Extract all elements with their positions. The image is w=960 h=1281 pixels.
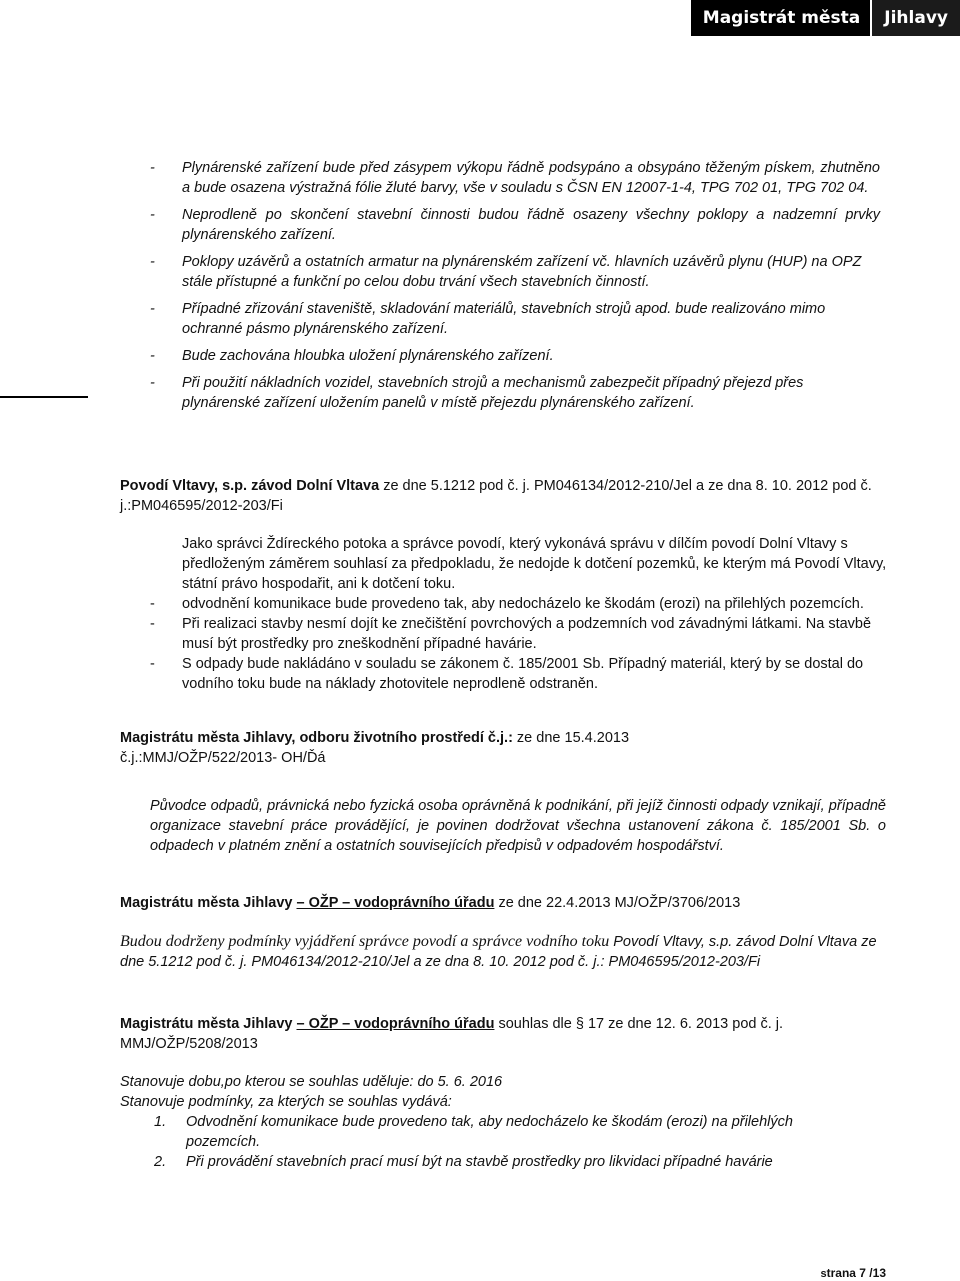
margin-rule	[0, 396, 88, 398]
header-title-part2: Jihlavy	[870, 0, 960, 36]
list-item: - Plynárenské zařízení bude před zásypem výkopu řádně podsypáno a obsypáno těženým pískem, zhutněno a bude osazena výstražná fólie žluté barvy, vše v souladu s ČSN EN 12007-1-4, TPG 702 01, TPG 702 04.	[150, 160, 880, 196]
povodi-section	[120, 534, 888, 694]
list-item: - S odpady bude nakládáno v souladu se zákonem č. 185/2001 Sb. Případný materiál, který by se dostal do vodního toku bude na náklady zhotovitele neprodleně odstraněn.	[150, 656, 864, 692]
list-item: - Případné zřizování staveniště, skladování materiálů, stavebních strojů apod. bude realizováno mimo ochranné pásmo plynárenského zařízení.	[150, 301, 826, 337]
page-number: strana 7 /13	[820, 1266, 886, 1280]
list-item: 2. Při provádění stavebních prací musí být na stavbě prostředky pro likvidaci případné havárie	[154, 1154, 773, 1170]
ozp-heading: Magistrátu města Jihlavy, odboru životního prostředí č.j.: ze dne 15.4.2013 č.j.:MMJ/OŽP/522/2013- OH/Ďá	[120, 730, 630, 766]
list-item: - Neprodleně po skončení stavební činnosti budou řádně osazeny všechny poklopy a nadzemní prvky plynárenského zařízení.	[150, 207, 880, 243]
list-item: - Při použití nákladních vozidel, stavebních strojů a mechanismů zabezpečit případný přejezd přes plynárenské zařízení uložením panelů v místě přejezdu plynárenského zařízení.	[150, 375, 804, 411]
list-item: - odvodnění komunikace bude provedeno tak, aby nedocházelo ke škodám (erozi) na přilehlých pozemcích.	[150, 596, 864, 612]
list-item: 1. Odvodnění komunikace bude provedeno tak, aby nedocházelo ke škodám (erozi) na přilehlých pozemcích.	[154, 1114, 793, 1150]
vodo2-heading: Magistrátu města Jihlavy – OŽP – vodoprávního úřadu souhlas dle § 17 ze dne 12. 6. 2013 pod č. j. MMJ/OŽP/5208/2013	[120, 1016, 784, 1052]
povodi-intro: Jako správci Ždíreckého potoka a správce povodí, který vykonává správu v dílčím povodí Dolní Vltavy s předloženým záměrem souhlasí za předpokladu, že nedojde k dotčení pozemků, ke kterým má Povodí Vltavy, státní právo hospodařit, ani k dotčení toku.	[182, 536, 887, 592]
header-title-part1: Magistrát města	[691, 0, 871, 36]
vodo2-duration: Stanovuje dobu,po kterou se souhlas uděluje: do 5. 6. 2016	[120, 1074, 503, 1090]
list-item: - Bude zachována hloubka uložení plynárenského zařízení.	[150, 348, 554, 364]
vodo2-conditions-intro: Stanovuje podmínky, za kterých se souhlas vydává:	[120, 1094, 452, 1110]
povodi-heading: Povodí Vltavy, s.p. závod Dolní Vltava ze dne 5.1212 pod č. j. PM046134/2012-210/Jel a ze dna 8. 10. 2012 pod č. j.:PM046595/2012-203/Fi	[120, 478, 872, 514]
header-banner	[691, 0, 960, 36]
vodo1-text: Budou dodrženy podmínky vyjádření správce povodí a správce vodního toku Povodí Vltavy, s.p. závod Dolní Vltava ze dne 5.1212 pod č. j. PM046134/2012-210/Jel a ze dna 8. 10. 2012 pod č. j.: PM046595/2012-203/Fi	[120, 933, 877, 970]
ozp-text: Původce odpadů, právnická nebo fyzická osoba oprávněná k podnikání, při jejíž činnosti odpady vznikají, případně organizace stavební práce provádějící, je povinen dodržovat všechna ustanovení zákona č. 185/2001 Sb. o odpadech v platném znění a ostatních souvisejících předpisů v odpadovém hospodářství.	[150, 798, 886, 854]
gas-conditions-list	[120, 158, 880, 413]
list-item: - Při realizaci stavby nesmí dojít ke znečištění povrchových a podzemních vod závadnými látkami. Na stavbě musí být prostředky pro zneškodnění případné havárie.	[150, 616, 872, 652]
list-item: - Poklopy uzávěrů a ostatních armatur na plynárenském zařízení vč. hlavních uzávěrů plynu (HUP) na OPZ stále přístupné a funkční po celou dobu trvání všech stavebních činností.	[150, 254, 862, 290]
vodo1-heading: Magistrátu města Jihlavy – OŽP – vodoprávního úřadu ze dne 22.4.2013 MJ/OŽP/3706/2013	[120, 895, 741, 911]
vodo2-section	[120, 1072, 888, 1172]
